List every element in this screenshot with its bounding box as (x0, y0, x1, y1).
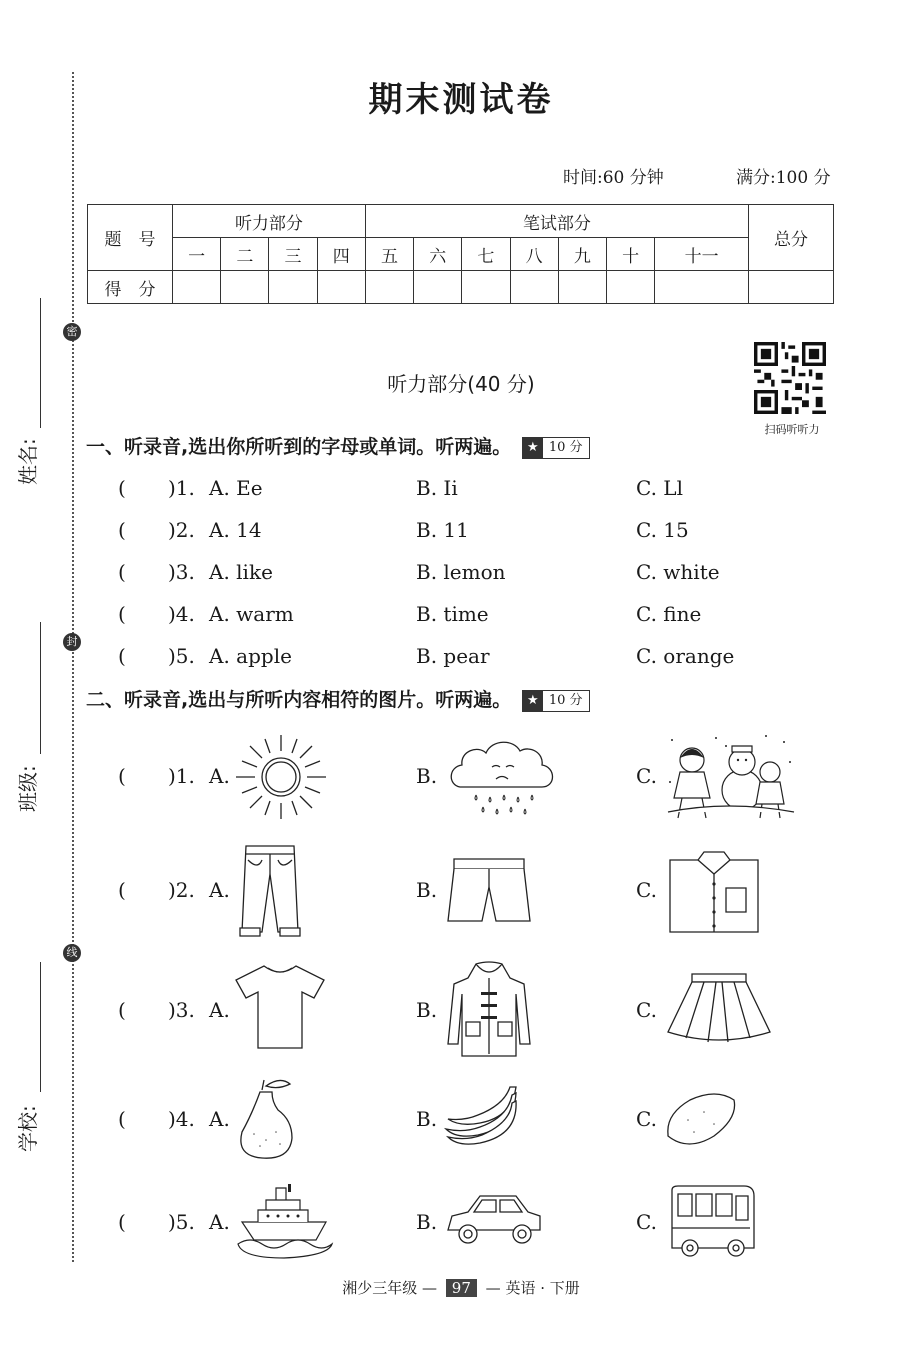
writing-group-header: 笔试部分 (365, 205, 748, 238)
sun-icon (232, 733, 330, 821)
pear-icon (236, 1074, 296, 1160)
page-footer (0, 1277, 922, 1298)
option-b[interactable]: B. (416, 764, 438, 788)
answer-paren[interactable]: ( (118, 878, 126, 902)
bus-icon (666, 1184, 758, 1260)
bananas-icon (442, 1083, 522, 1147)
option-c[interactable]: C. (636, 1107, 657, 1131)
part1-heading-text: 一、听录音,选出你所听到的字母或单词。听两遍。 (86, 436, 512, 458)
qr-code-icon[interactable] (754, 342, 826, 414)
score-cell[interactable] (606, 271, 654, 304)
star-icon: ★ (523, 691, 543, 711)
lemon-icon (664, 1090, 738, 1150)
score-cell[interactable] (173, 271, 221, 304)
skirt-icon (664, 970, 774, 1044)
answer-paren[interactable]: ( (118, 602, 126, 626)
answer-paren[interactable]: ( (118, 998, 126, 1022)
page-title: 期末测试卷 (368, 80, 554, 120)
answer-paren[interactable]: ( (118, 476, 126, 500)
score-cell[interactable] (365, 271, 413, 304)
num-2: 二 (221, 238, 269, 271)
score-cell[interactable] (317, 271, 365, 304)
option-b[interactable]: B. pear (416, 644, 490, 668)
question-number: )5. (168, 1210, 195, 1234)
option-a[interactable]: A. (209, 878, 230, 902)
part2-points: 10 分 (548, 692, 583, 708)
option-c[interactable]: C. (636, 878, 657, 902)
option-c[interactable]: C. (636, 998, 657, 1022)
name-label: 姓名: (16, 438, 40, 485)
question-number: )3. (168, 560, 195, 584)
num-1: 一 (173, 238, 221, 271)
score-cell[interactable] (269, 271, 317, 304)
option-a[interactable]: A. (209, 998, 230, 1022)
num-11: 十一 (655, 238, 749, 271)
option-b[interactable]: B. (416, 878, 438, 902)
class-label: 班级: (16, 765, 40, 812)
answer-paren[interactable]: ( (118, 1107, 126, 1131)
part2-heading-text: 二、听录音,选出与所听内容相符的图片。听两遍。 (86, 689, 512, 711)
coat-icon (446, 960, 532, 1058)
num-7: 七 (462, 238, 510, 271)
school-line[interactable] (40, 962, 41, 1092)
option-c[interactable]: C. (636, 764, 657, 788)
score-table (87, 204, 834, 304)
score-row-label: 得 分 (88, 271, 173, 304)
total-score-cell[interactable] (749, 271, 834, 304)
option-b[interactable]: B. (416, 998, 438, 1022)
answer-paren[interactable]: ( (118, 644, 126, 668)
score-cell[interactable] (558, 271, 606, 304)
footer-subject: — 英语 · 下册 (485, 1279, 580, 1297)
name-line[interactable] (40, 298, 41, 428)
ship-icon (236, 1180, 334, 1260)
answer-paren[interactable]: ( (118, 560, 126, 584)
score-cell[interactable] (221, 271, 269, 304)
option-c[interactable]: C. white (636, 560, 720, 584)
listening-group-header: 听力部分 (173, 205, 366, 238)
option-a[interactable]: A. Ee (209, 476, 263, 500)
snowman-icon (666, 732, 796, 824)
star-icon: ★ (523, 438, 543, 458)
option-a[interactable]: A. apple (209, 644, 292, 668)
num-8: 八 (510, 238, 558, 271)
rain-cloud-icon (446, 735, 558, 821)
score-cell[interactable] (414, 271, 462, 304)
col-question-label: 题 号 (88, 205, 173, 271)
num-4: 四 (317, 238, 365, 271)
part2-heading (86, 685, 590, 712)
option-c[interactable]: C. Ll (636, 476, 683, 500)
question-number: )4. (168, 602, 195, 626)
option-b[interactable]: B. lemon (416, 560, 506, 584)
part2-points-badge (522, 690, 590, 712)
num-6: 六 (414, 238, 462, 271)
num-9: 九 (558, 238, 606, 271)
option-a[interactable]: A. (209, 1107, 230, 1131)
option-a[interactable]: A. (209, 764, 230, 788)
car-icon (444, 1192, 544, 1250)
full-score: 满分:100 分 (736, 168, 831, 188)
option-b[interactable]: B. time (416, 602, 489, 626)
question-number: )4. (168, 1107, 195, 1131)
score-cell[interactable] (655, 271, 749, 304)
footer-grade: 湘少三年级 — (342, 1279, 438, 1297)
trousers-icon (236, 842, 304, 940)
question-number: )1. (168, 764, 195, 788)
question-number: )2. (168, 518, 195, 542)
num-10: 十 (606, 238, 654, 271)
option-a[interactable]: A. 14 (209, 518, 262, 542)
option-c[interactable]: C. orange (636, 644, 735, 668)
total-header: 总分 (749, 205, 834, 271)
option-b[interactable]: B. Ii (416, 476, 458, 500)
score-cell[interactable] (462, 271, 510, 304)
shirt-icon (666, 848, 762, 934)
binding-dotted-line (72, 72, 74, 1262)
answer-paren[interactable]: ( (118, 1210, 126, 1234)
shorts-icon (446, 855, 532, 927)
page-number: 97 (446, 1279, 477, 1297)
answer-paren[interactable]: ( (118, 764, 126, 788)
seal-xian: 线 (63, 944, 81, 962)
option-c[interactable]: C. fine (636, 602, 702, 626)
part1-points: 10 分 (548, 439, 583, 455)
school-label: 学校: (16, 1105, 40, 1152)
seal-mi: 密 (63, 323, 81, 341)
question-number: )5. (168, 644, 195, 668)
option-c[interactable]: C. 15 (636, 518, 689, 542)
qr-caption: 扫码听听力 (764, 423, 820, 436)
option-b[interactable]: B. 11 (416, 518, 469, 542)
score-cell[interactable] (510, 271, 558, 304)
t-shirt-icon (232, 962, 328, 1052)
section-title: 听力部分(40 分) (387, 372, 535, 396)
option-a[interactable]: A. like (209, 560, 273, 584)
part1-heading (86, 432, 590, 459)
question-number: )2. (168, 878, 195, 902)
part1-points-badge (522, 437, 590, 459)
option-a[interactable]: A. warm (209, 602, 294, 626)
option-b[interactable]: B. (416, 1107, 438, 1131)
num-3: 三 (269, 238, 317, 271)
option-a[interactable]: A. (209, 1210, 230, 1234)
class-line[interactable] (40, 622, 41, 754)
exam-time: 时间:60 分钟 (563, 168, 664, 188)
question-number: )1. (168, 476, 195, 500)
question-number: )3. (168, 998, 195, 1022)
seal-feng: 封 (63, 633, 81, 651)
option-c[interactable]: C. (636, 1210, 657, 1234)
num-5: 五 (365, 238, 413, 271)
option-b[interactable]: B. (416, 1210, 438, 1234)
answer-paren[interactable]: ( (118, 518, 126, 542)
